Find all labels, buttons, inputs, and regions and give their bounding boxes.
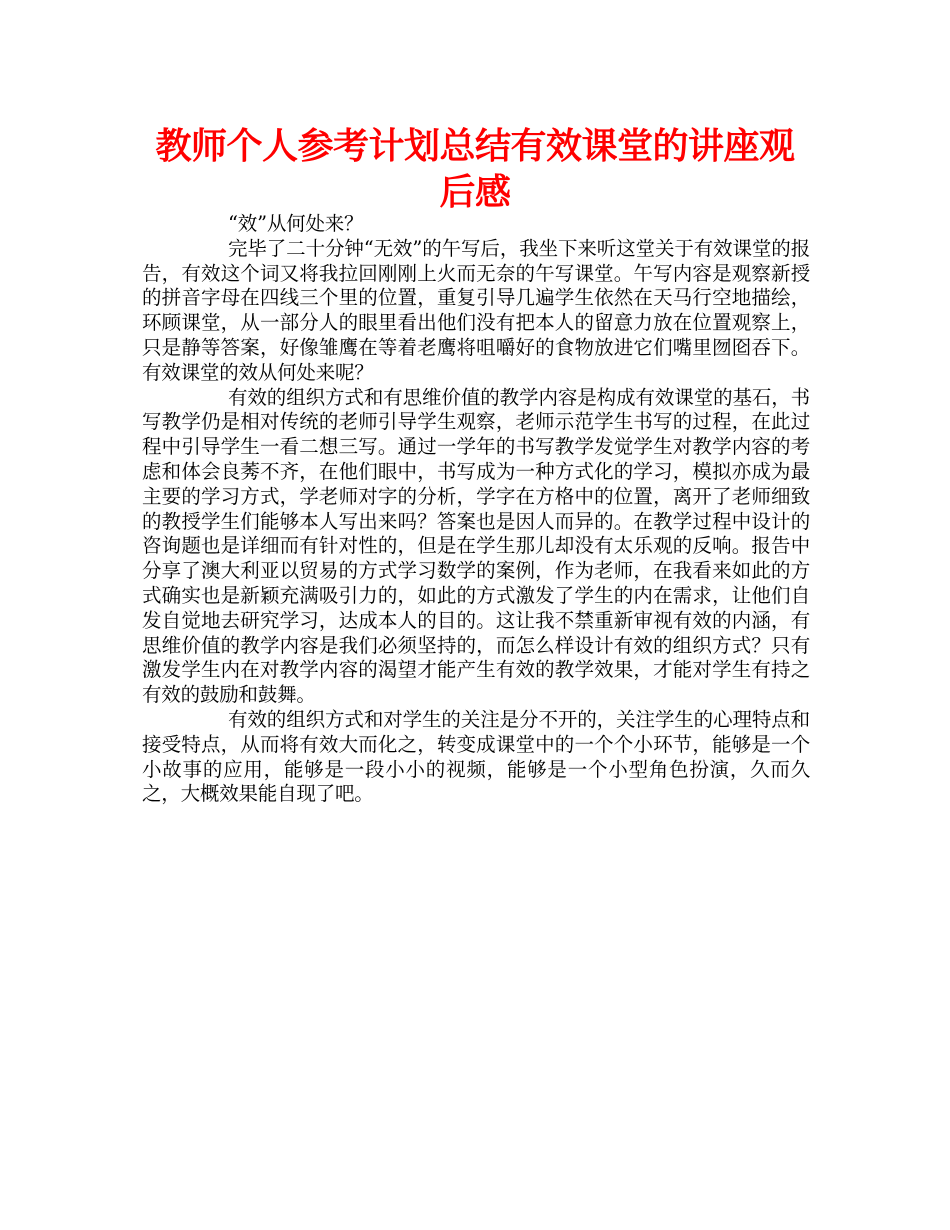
paragraph-3: 有效的组织方式和对学生的关注是分不开的，关注学生的心理特点和接受特点，从而将有效大而化之，转变成课堂中的一个个小环节，能够是一个小故事的应用，能够是一段小小的视频，能够是一个小型角色扮演，久而久之，大概效果能自现了吧。 bbox=[142, 707, 810, 806]
document-body bbox=[142, 212, 810, 807]
paragraph-2: 有效的组织方式和有思维价值的教学内容是构成有效课堂的基石，书写教学仍是相对传统的老师引导学生观察，老师示范学生书写的过程，在此过程中引导学生一看二想三写。通过一学年的书写教学发觉学生对教学内容的考虑和体会良莠不齐，在他们眼中，书写成为一种方式化的学习，模拟亦成为最主要的学习方式，学老师对字的分析，学字在方格中的位置，离开了老师细致的教授学生们能够本人写出来吗？答案也是因人而异的。在教学过程中设计的咨询题也是详细而有针对性的，但是在学生那儿却没有太乐观的反响。报告中分享了澳大利亚以贸易的方式学习数学的案例，作为老师，在我看来如此的方式确实也是新颖充满吸引力的，如此的方式激发了学生的内在需求，让他们自发自觉地去研究学习，达成本人的目的。这让我不禁重新审视有效的内涵，有思维价值的教学内容是我们必须坚持的，而怎么样设计有效的组织方式？只有激发学生内在对教学内容的渴望才能产生有效的教学效果，才能对学生有持之有效的鼓励和鼓舞。 bbox=[142, 385, 810, 707]
paragraph-1: 完毕了二十分钟“无效”的午写后，我坐下来听这堂关于有效课堂的报告，有效这个词又将我拉回刚刚上火而无奈的午写课堂。午写内容是观察新授的拼音字母在四线三个里的位置，重复引导几遍学生依然在天马行空地描绘，环顾课堂，从一部分人的眼里看出他们没有把本人的留意力放在位置观察上，只是静等答案，好像雏鹰在等着老鹰将咀嚼好的食物放进它们嘴里囫囵吞下。有效课堂的效从何处来呢？ bbox=[142, 236, 810, 384]
document-title: 教师个人参考计划总结有效课堂的讲座观后感 bbox=[155, 126, 795, 213]
paragraph-question: “效”从何处来？ bbox=[228, 212, 364, 235]
